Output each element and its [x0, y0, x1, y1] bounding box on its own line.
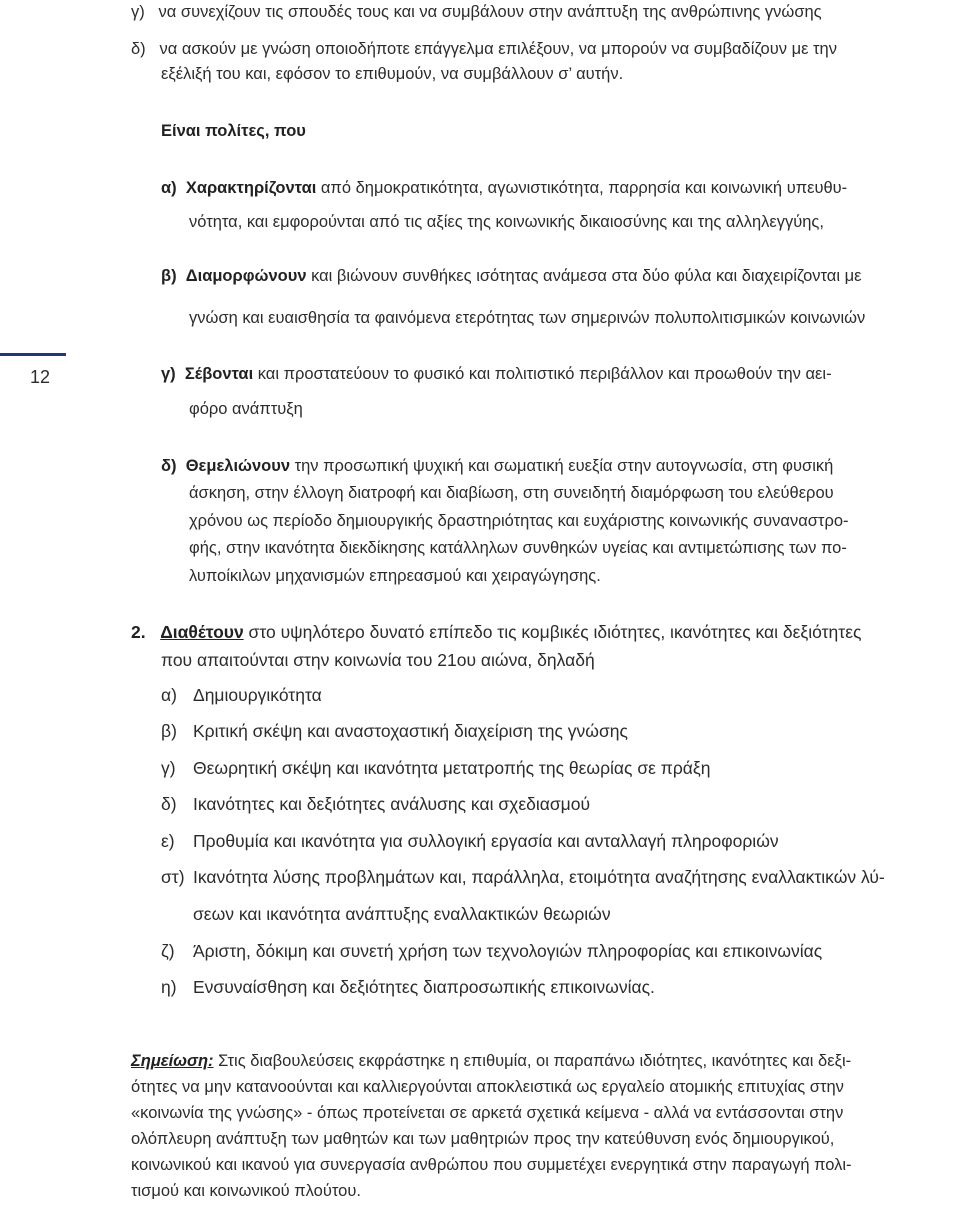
item-bold: Θεμελιώνουν [185, 457, 291, 475]
note-line-5: κοινωνικού και ικανού για συνεργασία ανθρώπου που συμμετέχει ενεργητικά στην παραγωγή πολι- [131, 1156, 852, 1174]
item-text: Θεωρητική σκέψη και ικανότητα μετατροπής της θεωρίας σε πράξη [193, 758, 711, 778]
page-number: 12 [30, 367, 51, 387]
item-label: δ) [161, 457, 177, 475]
citizens-item-d-cont-4: λυποίκιλων μηχανισμών επηρεασμού και χειραγώγησης. [189, 567, 601, 585]
item-text: Κριτική σκέψη και αναστοχαστική διαχείριση της γνώσης [193, 721, 628, 741]
note-line-2: ότητες να μην κατανοούνται και καλλιεργούνται αποκλειστικά ως εργαλείο ατομικής επιτυχίας στην [131, 1078, 844, 1096]
item-text: Δημιουργικότητα [193, 685, 322, 705]
list-item-d-top-cont: εξέλιξή του και, εφόσον το επιθυμούν, να συμβάλλουν σ’ αυτήν. [161, 65, 624, 83]
list-item-g-top [131, 2, 822, 22]
item-label: α) [161, 685, 177, 705]
item-text: την προσωπική ψυχική και σωματική ευεξία στην αυτογνωσία, στη φυσική [290, 457, 834, 475]
citizens-item-d [161, 456, 833, 476]
section-heading [161, 121, 306, 141]
item-text: και προστατεύουν το φυσικό και πολιτιστικό περιβάλλον και προωθούν την αει- [253, 365, 832, 383]
skill-item-cont: σεων και ικανότητα ανάπτυξης εναλλακτικών θεωριών [193, 904, 611, 924]
skill-item [161, 685, 322, 705]
item-label: ε) [161, 831, 175, 851]
citizens-item-b [161, 266, 861, 286]
section-text: στο υψηλότερο δυνατό επίπεδο τις κομβικές ιδιότητες, ικανότητες και δεξιότητες [243, 622, 862, 642]
citizens-item-d-cont-1: άσκηση, στην έλλογη διατροφή και διαβίωση, στη συνειδητή διαμόρφωση του ελεύθερου [189, 484, 834, 502]
page-number-bar [0, 353, 66, 356]
list-item-d-top [131, 39, 837, 59]
item-bold: Χαρακτηρίζονται [185, 179, 317, 197]
item-label: δ) [131, 40, 146, 58]
note-line-1 [131, 1051, 851, 1071]
skill-item [161, 831, 779, 851]
item-text: να ασκούν με γνώση οποιοδήποτε επάγγελμα επιλέξουν, να μπορούν να συμβαδίζουν με την [159, 40, 837, 58]
citizens-item-g-cont: φόρο ανάπτυξη [189, 400, 303, 418]
item-label: ζ) [161, 941, 175, 961]
section-2-lead-cont: που απαιτούνται στην κοινωνία του 21ου αιώνα, δηλαδή [161, 650, 595, 670]
skill-item [161, 941, 822, 961]
item-label: α) [161, 179, 177, 197]
item-text: και βιώνουν συνθήκες ισότητας ανάμεσα στα δύο φύλα και διαχειρίζονται με [306, 267, 862, 285]
item-label: β) [161, 721, 177, 741]
item-text: Προθυμία και ικανότητα για συλλογική εργασία και ανταλλαγή πληροφοριών [193, 831, 779, 851]
note-line-3: «κοινωνία της γνώσης» - όπως προτείνεται σε αρκετά σχετικά κείμενα - αλλά να εντάσσονται στην [131, 1104, 844, 1122]
heading-text: Είναι πολίτες, που [161, 122, 306, 140]
note-line-6: τισμού και κοινωνικού πλούτου. [131, 1182, 361, 1200]
citizens-item-d-cont-2: χρόνου ως περίοδο δημιουργικής δραστηριότητας και ευχάριστης κοινωνικής συναναστρο- [189, 512, 849, 530]
citizens-item-a-cont: νότητα, και εμφορούνται από τις αξίες της κοινωνικής δικαιοσύνης και της αλληλεγγύης, [189, 213, 824, 231]
citizens-item-b-cont: γνώση και ευαισθησία τα φαινόμενα ετερότητας των σημερινών πολυπολιτισμικών κοινωνιών [189, 309, 866, 327]
skill-item [161, 758, 711, 778]
item-text: από δημοκρατικότητα, αγωνιστικότητα, παρρησία και κοινωνική υπευθυ- [316, 179, 848, 197]
section-2-lead [131, 622, 861, 642]
note-text: Στις διαβουλεύσεις εκφράστηκε η επιθυμία, οι παραπάνω ιδιότητες, ικανότητες και δεξι- [213, 1052, 852, 1070]
item-bold: Διαμορφώνουν [185, 267, 307, 285]
item-text: Ικανότητες και δεξιότητες ανάλυσης και σχεδιασμού [193, 794, 591, 814]
item-label: β) [161, 267, 177, 285]
item-label: δ) [161, 794, 177, 814]
citizens-item-a [161, 178, 847, 198]
item-label: στ) [161, 867, 185, 887]
item-label: γ) [131, 3, 145, 21]
item-text: Ικανότητα λύσης προβλημάτων και, παράλληλα, ετοιμότητα αναζήτησης εναλλακτικών λύ- [193, 867, 885, 887]
citizens-item-g [161, 364, 832, 384]
citizens-item-d-cont-3: φής, στην ικανότητα διεκδίκησης κατάλληλων συνθηκών υγείας και αντιμετώπισης των πο- [189, 539, 847, 557]
item-label: η) [161, 977, 177, 997]
skill-item [161, 794, 590, 814]
skill-item [161, 977, 655, 997]
note-label: Σημείωση: [131, 1052, 214, 1070]
skill-item [161, 721, 628, 741]
item-text: Ενσυναίσθηση και δεξιότητες διαπροσωπικής επικοινωνίας. [193, 977, 655, 997]
item-text: Άριστη, δόκιμη και συνετή χρήση των τεχνολογιών πληροφορίας και επικοινωνίας [193, 941, 823, 961]
section-number: 2. [131, 622, 146, 642]
skill-item [161, 867, 885, 887]
item-label: γ) [161, 758, 176, 778]
section-bold: Διαθέτουν [160, 622, 244, 642]
note-line-4: ολόπλευρη ανάπτυξη των μαθητών και των μαθητριών προς την κατεύθυνση ενός δημιουργικού, [131, 1130, 835, 1148]
item-bold: Σέβονται [184, 365, 254, 383]
item-label: γ) [161, 365, 176, 383]
item-text: να συνεχίζουν τις σπουδές τους και να συμβάλουν στην ανάπτυξη της ανθρώπινης γνώσης [158, 3, 822, 21]
